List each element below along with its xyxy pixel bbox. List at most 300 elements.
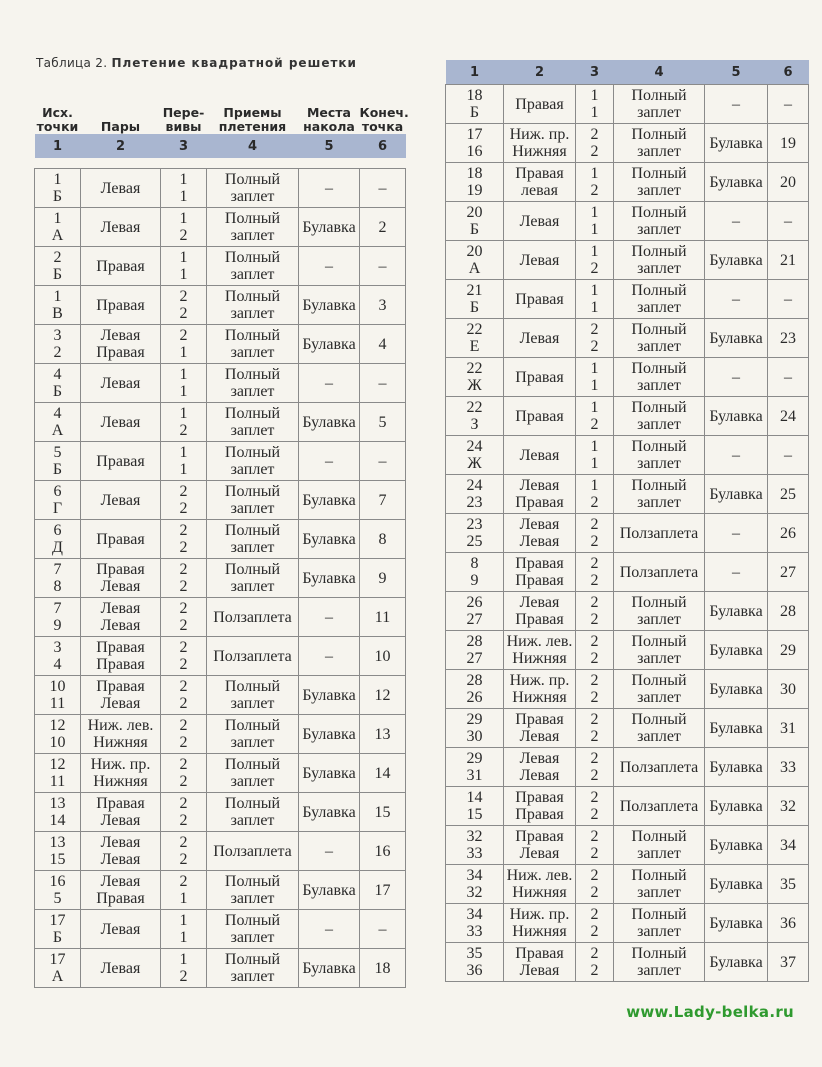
cell-line: 34: [466, 867, 483, 884]
cell-line: Полный: [224, 327, 281, 344]
table-cell: –: [299, 637, 360, 676]
cell-line: 1: [179, 366, 188, 383]
cell-line: 2: [590, 555, 599, 572]
cell-line: заплет: [637, 923, 681, 940]
cell-line: 1: [590, 282, 599, 299]
column-number-row: [35, 134, 406, 158]
header-line: Пере-: [162, 105, 205, 120]
table-row: [446, 280, 809, 319]
cell-line: заплет: [230, 500, 275, 517]
cell-line: 2: [590, 594, 599, 611]
cell-line: Полный: [631, 360, 687, 377]
cell-line: 2: [590, 260, 599, 277]
table-cell: Булавка: [299, 286, 360, 325]
table-cell: [81, 325, 161, 364]
cell-line: Полный: [631, 321, 687, 338]
cell-line: Правая: [515, 789, 564, 806]
cell-line: Полный: [631, 438, 687, 455]
cell-line: З: [470, 416, 479, 433]
cell-line: 2: [179, 327, 188, 344]
cell-line: 30: [466, 728, 483, 745]
table-cell: [81, 442, 161, 481]
table-cell: [81, 910, 161, 949]
cell-line: 1: [179, 912, 188, 929]
cell-line: заплет: [230, 539, 275, 556]
table-cell: Булавка: [705, 787, 768, 826]
header-row: [35, 92, 406, 134]
table-cell: Булавка: [299, 403, 360, 442]
cell-line: Полный: [631, 204, 687, 221]
table-cell: [576, 748, 614, 787]
cell-line: 22: [466, 360, 483, 377]
cell-line: Полный: [224, 717, 281, 734]
cell-line: Правая: [515, 555, 564, 572]
cell-line: Полный: [631, 672, 687, 689]
column-number: 3: [576, 60, 614, 85]
table-cell: –: [768, 280, 809, 319]
cell-line: 2: [590, 828, 599, 845]
header-cell: [207, 92, 299, 134]
table-cell: [81, 949, 161, 988]
table-cell: [576, 514, 614, 553]
table-cell: [81, 208, 161, 247]
cell-line: 2: [179, 968, 188, 985]
table-cell: [161, 286, 207, 325]
cell-line: Левая: [100, 617, 141, 634]
table-cell: [161, 325, 207, 364]
cell-line: 2: [179, 288, 188, 305]
table-cell: [614, 202, 705, 241]
table-cell: [207, 247, 299, 286]
cell-line: 1: [590, 299, 599, 316]
table-cell: [207, 637, 299, 676]
table-cell: –: [768, 202, 809, 241]
cell-line: 17: [49, 912, 66, 929]
table-cell: [614, 592, 705, 631]
cell-line: 12: [49, 756, 66, 773]
cell-line: Правая: [96, 795, 145, 812]
table-cell: [35, 949, 81, 988]
table-cell: Булавка: [705, 475, 768, 514]
cell-line: 2: [179, 756, 188, 773]
cell-line: Полный: [224, 522, 281, 539]
cell-line: 2: [590, 806, 599, 823]
table-cell: [614, 241, 705, 280]
table-cell: [614, 475, 705, 514]
table-cell: [161, 637, 207, 676]
table-cell: [35, 832, 81, 871]
header-line: Конеч.: [359, 105, 409, 120]
cell-line: Полный: [631, 282, 687, 299]
table-cell: 23: [768, 319, 809, 358]
header-cell: [161, 92, 207, 134]
cell-line: Ползаплета: [619, 563, 699, 581]
table-cell: Булавка: [299, 793, 360, 832]
cell-line: 9: [53, 617, 62, 634]
cell-line: 18: [466, 165, 483, 182]
table-cell: [161, 169, 207, 208]
cell-line: Полный: [224, 756, 281, 773]
table-cell: [35, 169, 81, 208]
table-cell: –: [768, 85, 809, 124]
cell-line: заплет: [230, 227, 275, 244]
cell-line: 2: [590, 884, 599, 901]
table-cell: [446, 241, 504, 280]
table-cell: [504, 514, 576, 553]
table-row: [446, 709, 809, 748]
table-cell: [207, 832, 299, 871]
cell-line: 2: [590, 494, 599, 511]
cell-line: 1: [179, 929, 188, 946]
cell-line: Левая: [100, 834, 141, 851]
cell-line: Левая: [100, 873, 141, 890]
table-row: [446, 85, 809, 124]
cell-line: Ползаплета: [619, 524, 699, 542]
cell-line: 1: [590, 477, 599, 494]
cell-line: Полный: [631, 594, 687, 611]
header-line: точки: [36, 119, 79, 134]
table-cell: 34: [768, 826, 809, 865]
header-line: Исх.: [42, 105, 73, 120]
cell-line: 26: [466, 689, 483, 706]
header-line: плетения: [218, 119, 287, 134]
cell-line: 2: [590, 672, 599, 689]
cell-line: 1: [179, 890, 188, 907]
cell-line: 4: [53, 656, 62, 673]
cell-line: заплет: [637, 104, 681, 121]
table-cell: 14: [360, 754, 406, 793]
cell-line: Правая: [515, 572, 564, 589]
cell-line: 2: [590, 767, 599, 784]
table-cell: –: [360, 169, 406, 208]
cell-line: 24: [466, 477, 483, 494]
table-cell: [35, 325, 81, 364]
cell-line: Полный: [224, 873, 281, 890]
table-cell: [446, 592, 504, 631]
table-cell: [446, 163, 504, 202]
cell-line: Полный: [224, 405, 281, 422]
cell-line: Полный: [224, 483, 281, 500]
table-cell: [207, 364, 299, 403]
header-cell: [359, 92, 409, 134]
table-cell: [504, 85, 576, 124]
table-cell: [614, 904, 705, 943]
table-cell: [446, 202, 504, 241]
cell-line: 15: [466, 806, 483, 823]
table-row: [35, 403, 406, 442]
cell-line: Ползаплета: [619, 797, 699, 815]
table-row: [35, 793, 406, 832]
cell-line: 25: [466, 533, 483, 550]
table-cell: [446, 280, 504, 319]
table-row: [35, 637, 406, 676]
cell-line: 2: [590, 416, 599, 433]
table-cell: [446, 709, 504, 748]
cell-line: 20: [466, 243, 483, 260]
header-cell: [81, 92, 161, 134]
table-cell: [504, 787, 576, 826]
cell-line: Правая: [515, 368, 564, 386]
table-cell: [576, 397, 614, 436]
table-cell: [81, 793, 161, 832]
cell-line: А: [51, 968, 64, 985]
table-row: [35, 442, 406, 481]
table-cell: [35, 286, 81, 325]
table-cell: [81, 559, 161, 598]
table-cell: [161, 481, 207, 520]
table-row: [35, 754, 406, 793]
cell-line: Ползаплета: [619, 758, 699, 776]
cell-line: Б: [52, 461, 63, 478]
table-cell: Булавка: [299, 715, 360, 754]
table-cell: [81, 169, 161, 208]
table-cell: 12: [360, 676, 406, 715]
cell-line: А: [51, 422, 64, 439]
cell-line: 1: [179, 188, 188, 205]
table-cell: –: [705, 85, 768, 124]
table-cell: 35: [768, 865, 809, 904]
table-cell: [161, 754, 207, 793]
cell-line: Правая: [515, 806, 564, 823]
table-cell: [446, 475, 504, 514]
table-cell: 2: [360, 208, 406, 247]
cell-line: А: [51, 227, 64, 244]
table-cell: [207, 169, 299, 208]
table-cell: [161, 247, 207, 286]
table-cell: Булавка: [705, 631, 768, 670]
cell-line: Правая: [96, 344, 145, 361]
cell-line: Левая: [519, 750, 560, 767]
table-cell: [161, 793, 207, 832]
cell-line: Правая: [515, 407, 564, 425]
table-row: [446, 358, 809, 397]
table-cell: 26: [768, 514, 809, 553]
table-cell: [207, 910, 299, 949]
cell-line: заплет: [637, 260, 681, 277]
table-cell: –: [299, 169, 360, 208]
table-cell: [504, 826, 576, 865]
cell-line: 2: [590, 906, 599, 923]
header-line: вивы: [165, 119, 202, 134]
table-cell: [576, 709, 614, 748]
cell-line: 1: [179, 951, 188, 968]
cell-line: заплет: [637, 299, 681, 316]
table-cell: –: [705, 436, 768, 475]
table-row: [446, 163, 809, 202]
cell-line: 2: [590, 516, 599, 533]
table-cell: [446, 85, 504, 124]
cell-line: 2: [590, 962, 599, 979]
right-table: [445, 60, 809, 982]
table-cell: –: [705, 358, 768, 397]
cell-line: Полный: [631, 945, 687, 962]
table-cell: [576, 475, 614, 514]
cell-line: 19: [466, 182, 483, 199]
cell-line: заплет: [637, 221, 681, 238]
cell-line: 2: [590, 182, 599, 199]
table-row: [35, 949, 406, 988]
table-cell: 10: [360, 637, 406, 676]
table-cell: [207, 208, 299, 247]
cell-line: 18: [466, 87, 483, 104]
cell-line: Нижняя: [512, 650, 567, 667]
cell-line: заплет: [230, 422, 275, 439]
cell-line: 17: [49, 951, 66, 968]
table-cell: [81, 832, 161, 871]
cell-line: 2: [590, 923, 599, 940]
website-url[interactable]: www.Lady-belka.ru: [626, 1003, 794, 1021]
table-cell: [446, 358, 504, 397]
table-row: [35, 481, 406, 520]
header-line: точка: [361, 119, 404, 134]
table-cell: [207, 325, 299, 364]
table-cell: Булавка: [299, 481, 360, 520]
table-cell: [446, 748, 504, 787]
cell-line: 1: [53, 210, 62, 227]
table-cell: [35, 403, 81, 442]
table-row: [446, 124, 809, 163]
cell-line: заплет: [637, 611, 681, 628]
cell-line: 35: [466, 945, 483, 962]
table-cell: 3: [360, 286, 406, 325]
table-cell: –: [768, 358, 809, 397]
cell-line: 1: [179, 405, 188, 422]
table-cell: [161, 364, 207, 403]
cell-line: 31: [466, 767, 483, 784]
cell-line: левая: [521, 182, 558, 199]
table-cell: [161, 520, 207, 559]
table-cell: [81, 871, 161, 910]
column-number: 5: [705, 60, 768, 85]
cell-line: 33: [466, 845, 483, 862]
cell-line: Левая: [100, 413, 141, 431]
table-cell: [576, 553, 614, 592]
cell-line: 8: [470, 555, 479, 572]
table-cell: [35, 247, 81, 286]
cell-line: Правая: [96, 257, 145, 275]
table-cell: [207, 871, 299, 910]
table-cell: 24: [768, 397, 809, 436]
cell-line: Полный: [631, 243, 687, 260]
cell-line: 2: [179, 227, 188, 244]
cell-line: 2: [179, 717, 188, 734]
caption-title: Плетение квадратной решетки: [111, 56, 357, 70]
cell-line: Полный: [224, 951, 281, 968]
cell-line: Правая: [515, 828, 564, 845]
table-cell: [614, 553, 705, 592]
cell-line: 2: [590, 143, 599, 160]
cell-line: Полный: [224, 366, 281, 383]
cell-line: заплет: [230, 461, 275, 478]
cell-line: 2: [590, 633, 599, 650]
table-cell: [576, 163, 614, 202]
cell-line: Полный: [224, 249, 281, 266]
cell-line: Полный: [224, 210, 281, 227]
cell-line: Правая: [96, 678, 145, 695]
table-cell: [576, 904, 614, 943]
cell-line: 2: [179, 617, 188, 634]
table-cell: [504, 397, 576, 436]
table-cell: [446, 436, 504, 475]
cell-line: 1: [590, 165, 599, 182]
cell-line: 13: [49, 834, 66, 851]
cell-line: 21: [466, 282, 483, 299]
table-cell: Булавка: [299, 559, 360, 598]
table-cell: –: [299, 832, 360, 871]
cell-line: 27: [466, 650, 483, 667]
table-cell: [207, 481, 299, 520]
cell-line: заплет: [637, 182, 681, 199]
cell-line: 16: [49, 873, 66, 890]
table-cell: [35, 364, 81, 403]
left-table: [34, 92, 409, 988]
table-row: [35, 169, 406, 208]
table-cell: [81, 481, 161, 520]
cell-line: Ползаплета: [213, 842, 292, 860]
cell-line: заплет: [230, 812, 275, 829]
cell-line: 36: [466, 962, 483, 979]
table-cell: [504, 436, 576, 475]
table-row: [35, 559, 406, 598]
table-cell: 36: [768, 904, 809, 943]
table-cell: 13: [360, 715, 406, 754]
table-cell: 28: [768, 592, 809, 631]
table-cell: [35, 754, 81, 793]
cell-line: 1: [590, 243, 599, 260]
table-cell: [504, 280, 576, 319]
table-caption: [36, 56, 357, 70]
cell-line: 2: [590, 750, 599, 767]
cell-line: Правая: [96, 561, 145, 578]
table-row: [446, 475, 809, 514]
cell-line: 4: [53, 366, 62, 383]
table-cell: 32: [768, 787, 809, 826]
table-cell: Булавка: [705, 241, 768, 280]
table-cell: [614, 358, 705, 397]
table-row: [446, 553, 809, 592]
table-cell: [576, 943, 614, 982]
table-cell: [614, 280, 705, 319]
column-number: 3: [161, 134, 207, 158]
table-cell: 33: [768, 748, 809, 787]
cell-line: 1: [179, 249, 188, 266]
table-cell: [576, 826, 614, 865]
cell-line: 32: [466, 884, 483, 901]
column-number: 2: [81, 134, 161, 158]
table-cell: [576, 436, 614, 475]
cell-line: Б: [469, 221, 480, 238]
table-cell: [504, 943, 576, 982]
table-cell: [446, 943, 504, 982]
table-cell: [161, 871, 207, 910]
table-cell: [161, 442, 207, 481]
cell-line: Правая: [96, 890, 145, 907]
cell-line: 2: [590, 845, 599, 862]
cell-line: Нижняя: [93, 734, 148, 751]
table-cell: [35, 715, 81, 754]
cell-line: 8: [53, 578, 62, 595]
cell-line: Полный: [631, 828, 687, 845]
cell-line: Нижняя: [512, 689, 567, 706]
cell-line: 29: [466, 711, 483, 728]
table-cell: [35, 793, 81, 832]
cell-line: Правая: [96, 296, 145, 314]
table-cell: [35, 598, 81, 637]
cell-line: 7: [53, 561, 62, 578]
cell-line: 28: [466, 633, 483, 650]
table-cell: [504, 592, 576, 631]
table-row: [446, 943, 809, 982]
